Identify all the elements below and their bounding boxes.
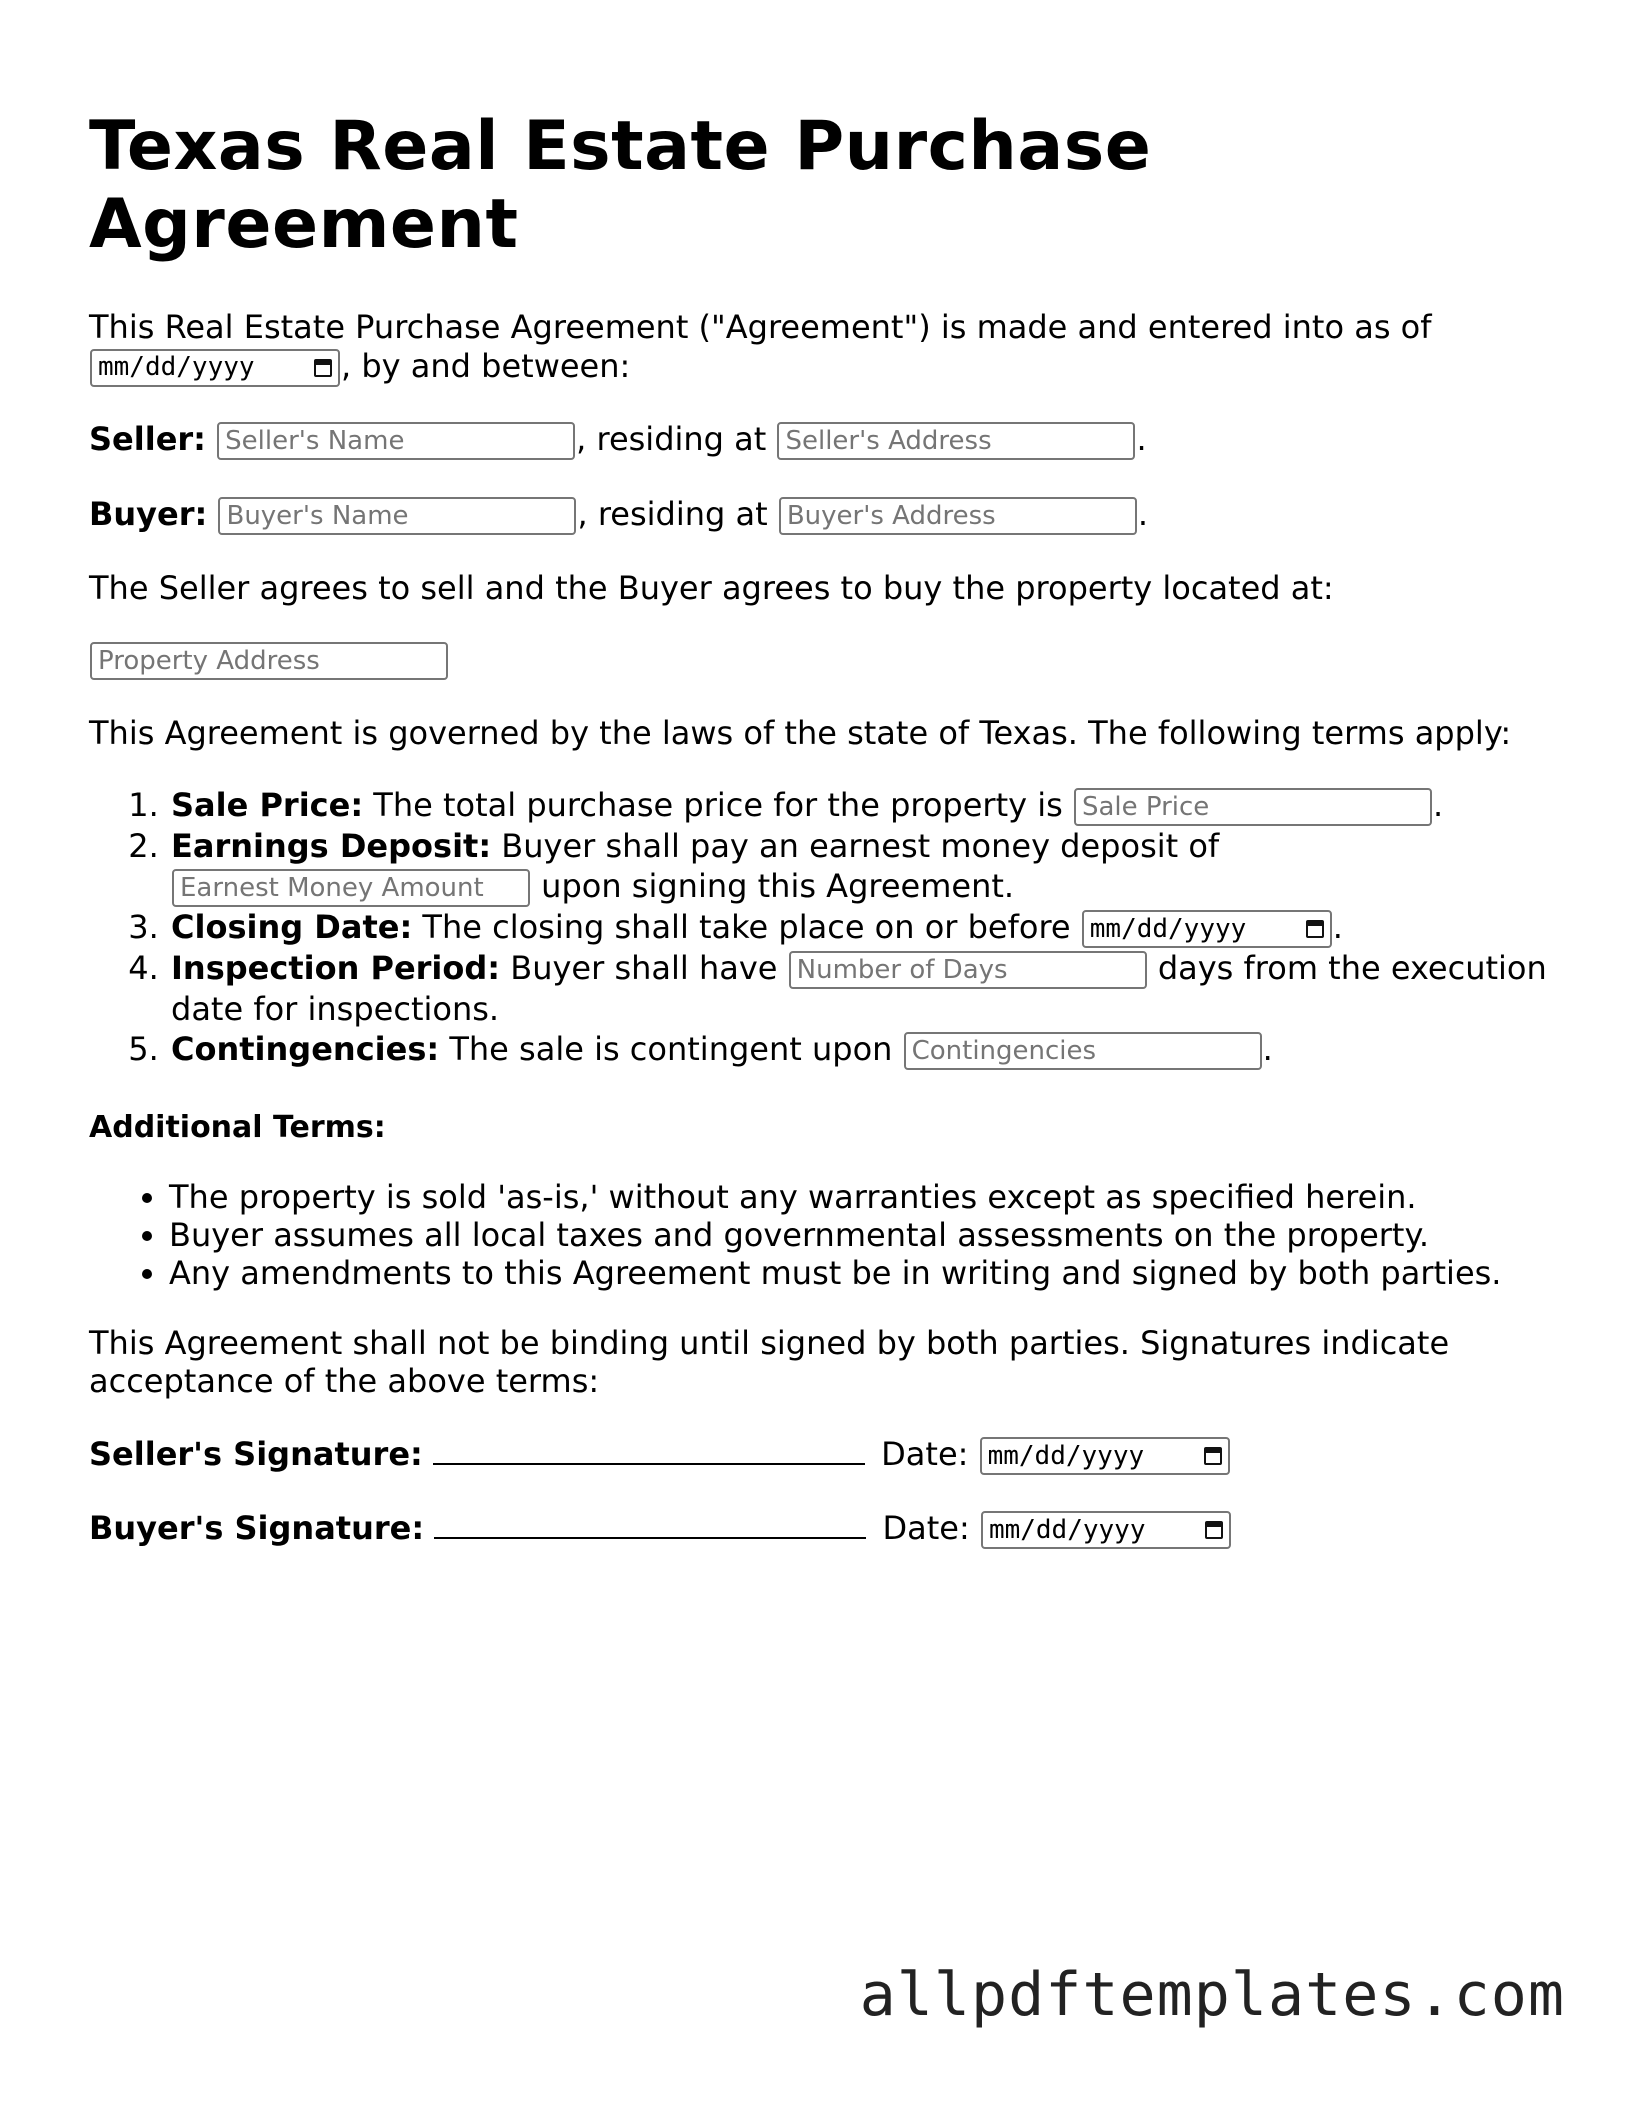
earnest-money-input[interactable] (172, 869, 530, 907)
term-text: The total purchase price for the property is (373, 785, 1063, 824)
buyer-signature-label: Buyer's Signature: (89, 1508, 425, 1547)
buyer-signature-date-input[interactable] (981, 1511, 1231, 1549)
intro-suffix: , by and between: (341, 346, 631, 385)
term-text: Buyer shall have (510, 948, 778, 987)
inspection-days-input[interactable] (789, 951, 1147, 989)
term-after: upon signing this Agreement. (541, 866, 1015, 905)
buyer-date-label: Date: (882, 1508, 970, 1547)
term-text: Buyer shall pay an earnest money deposit of (501, 826, 1220, 865)
term-after: . (1332, 907, 1343, 946)
agreement-page (89, 108, 1569, 1580)
term-after: . (1432, 785, 1444, 824)
buyer-end: . (1137, 494, 1148, 533)
additional-term-item: • Buyer assumes all local taxes and governmental assessments on the property. (169, 1216, 1569, 1254)
seller-date-placeholder: mm/dd/yyyy (987, 1440, 1145, 1471)
buyer-label: Buyer: (89, 494, 208, 533)
term-label: Inspection Period: (171, 948, 501, 987)
intro-paragraph (89, 308, 1569, 386)
seller-signature-date-input[interactable] (980, 1437, 1230, 1475)
term-earnest-deposit (169, 826, 1569, 907)
agreement-date-input[interactable] (90, 349, 340, 387)
calendar-icon[interactable] (314, 359, 332, 377)
property-address-input[interactable] (90, 642, 448, 680)
watermark: allpdftemplates.com (859, 1960, 1565, 2030)
term-label: Sale Price: (171, 785, 364, 824)
term-sale-price (169, 785, 1569, 826)
seller-signature-row (89, 1432, 1569, 1476)
agreement-date-placeholder: mm/dd/yyyy (98, 352, 255, 383)
seller-signature-label: Seller's Signature: (89, 1434, 423, 1473)
governing-text: This Agreement is governed by the laws of the state of Texas. The following terms apply: (89, 714, 1512, 753)
buyer-date-placeholder: mm/dd/yyyy (988, 1514, 1146, 1545)
seller-address-input[interactable] (777, 422, 1135, 460)
additional-term-item: • Any amendments to this Agreement must be in writing and signed by both parties. (169, 1254, 1569, 1292)
additional-terms-heading: Additional Terms: (89, 1109, 386, 1145)
term-inspection-period (169, 948, 1569, 1029)
page-title: Texas Real Estate Purchase Agreement (89, 107, 1152, 265)
term-text: The closing shall take place on or before (422, 907, 1071, 946)
term-label: Closing Date: (171, 907, 413, 946)
calendar-icon[interactable] (1204, 1447, 1222, 1465)
closing-date-input[interactable] (1082, 910, 1332, 948)
seller-name-input[interactable] (217, 422, 575, 460)
terms-list (89, 785, 1569, 1070)
property-row (89, 639, 1569, 680)
term-label: Earnings Deposit: (171, 826, 492, 865)
seller-signature-line[interactable] (433, 1433, 865, 1465)
buyer-address-input[interactable] (779, 497, 1137, 535)
buyer-residing-text: , residing at (577, 494, 768, 533)
term-text: The sale is contingent upon (449, 1029, 893, 1068)
intro-text: This Real Estate Purchase Agreement ("Agreement") is made and entered into as of (89, 308, 1432, 347)
closing-date-placeholder: mm/dd/yyyy (1089, 913, 1247, 944)
seller-date-label: Date: (881, 1434, 969, 1473)
buyer-row (89, 494, 1569, 535)
buyer-signature-row (89, 1506, 1569, 1550)
buyer-name-input[interactable] (218, 497, 576, 535)
calendar-icon[interactable] (1205, 1521, 1223, 1539)
seller-end: . (1136, 419, 1147, 458)
sale-price-input[interactable] (1074, 788, 1432, 826)
property-text: The Seller agrees to sell and the Buyer agrees to buy the property located at: (89, 568, 1334, 607)
term-closing-date (169, 907, 1569, 948)
seller-row (89, 419, 1569, 460)
calendar-icon[interactable] (1306, 920, 1324, 938)
term-label: Contingencies: (171, 1029, 440, 1068)
term-after: days from the execution date for inspections. (171, 948, 1547, 1028)
seller-residing-text: , residing at (576, 419, 767, 458)
term-after: . (1262, 1029, 1273, 1068)
binding-text: This Agreement shall not be binding until signed by both parties. Signatures indicate acceptance of the above terms: (89, 1323, 1450, 1400)
seller-label: Seller: (89, 419, 206, 458)
additional-terms-list (89, 1178, 1569, 1292)
term-contingencies (169, 1029, 1569, 1070)
additional-term-item: • The property is sold 'as-is,' without any warranties except as specified herein. (169, 1178, 1569, 1216)
buyer-signature-line[interactable] (434, 1507, 866, 1539)
contingencies-input[interactable] (904, 1032, 1262, 1070)
